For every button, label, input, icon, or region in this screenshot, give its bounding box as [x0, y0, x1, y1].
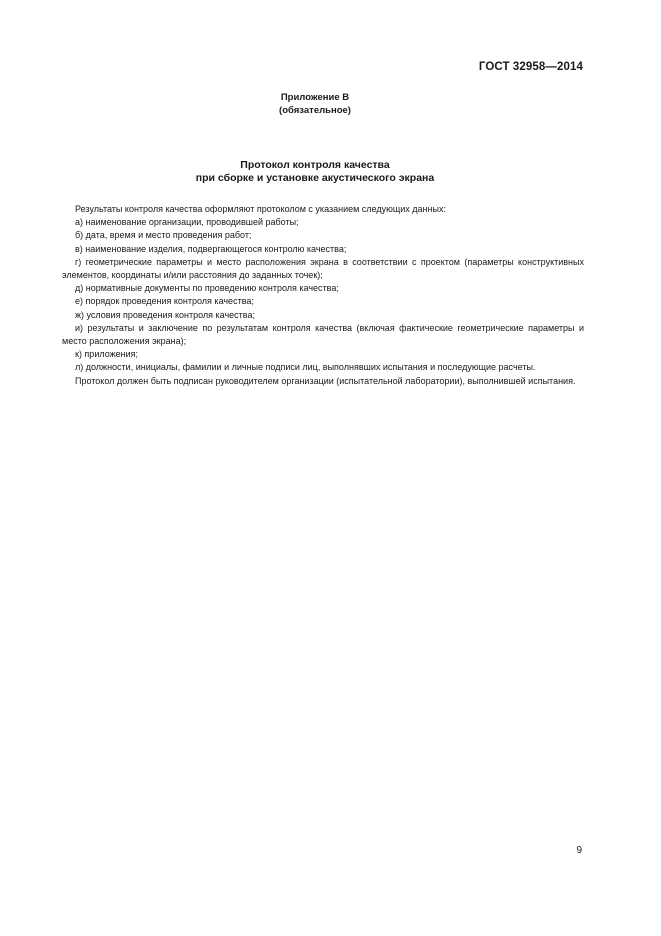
- appendix-status: (обязательное): [279, 105, 351, 116]
- page-number: 9: [576, 845, 582, 856]
- list-item-d: д) нормативные документы по проведению контроля качества;: [75, 283, 339, 294]
- standard-number: ГОСТ 32958—2014: [478, 61, 583, 73]
- list-item-k: к) приложения;: [75, 349, 138, 360]
- paragraph-intro: Результаты контроля качества оформляют протоколом с указанием следующих данных:: [75, 204, 446, 214]
- document-title: [0, 159, 630, 185]
- appendix-title: Приложение В: [280, 92, 350, 103]
- list-item-i: и) результаты и заключение по результатам контроля качества (включая фактические геометрические параметры и место расположения экрана);: [62, 322, 584, 347]
- document-title-line-1: Протокол контроля качества: [240, 159, 390, 171]
- document-title-line-2: при сборке и установке акустического экрана: [195, 172, 435, 184]
- list-item-l: л) должности, инициалы, фамилии и личные подписи лиц, выполнявших испытания и последующие расчеты.: [75, 362, 536, 373]
- list-item-zh: ж) условия проведения контроля качества;: [75, 309, 255, 320]
- list-item-a: а) наименование организации, проводившей работы;: [75, 217, 299, 228]
- list-item-v: в) наименование изделия, подвергающегося контролю качества;: [75, 243, 347, 254]
- body-text: [62, 203, 584, 388]
- appendix-heading: [0, 91, 630, 117]
- paragraph-signature: Протокол должен быть подписан руководителем организации (испытательной лаборатории), выполнившей испытания.: [75, 375, 576, 386]
- list-item-e: е) порядок проведения контроля качества;: [75, 296, 254, 307]
- list-item-g: г) геометрические параметры и место расположения экрана в соответствии с проектом (параметры конструктивных элементов, координаты и/или расстояния до заданных точек);: [62, 256, 584, 281]
- list-item-b: б) дата, время и место проведения работ;: [75, 230, 252, 241]
